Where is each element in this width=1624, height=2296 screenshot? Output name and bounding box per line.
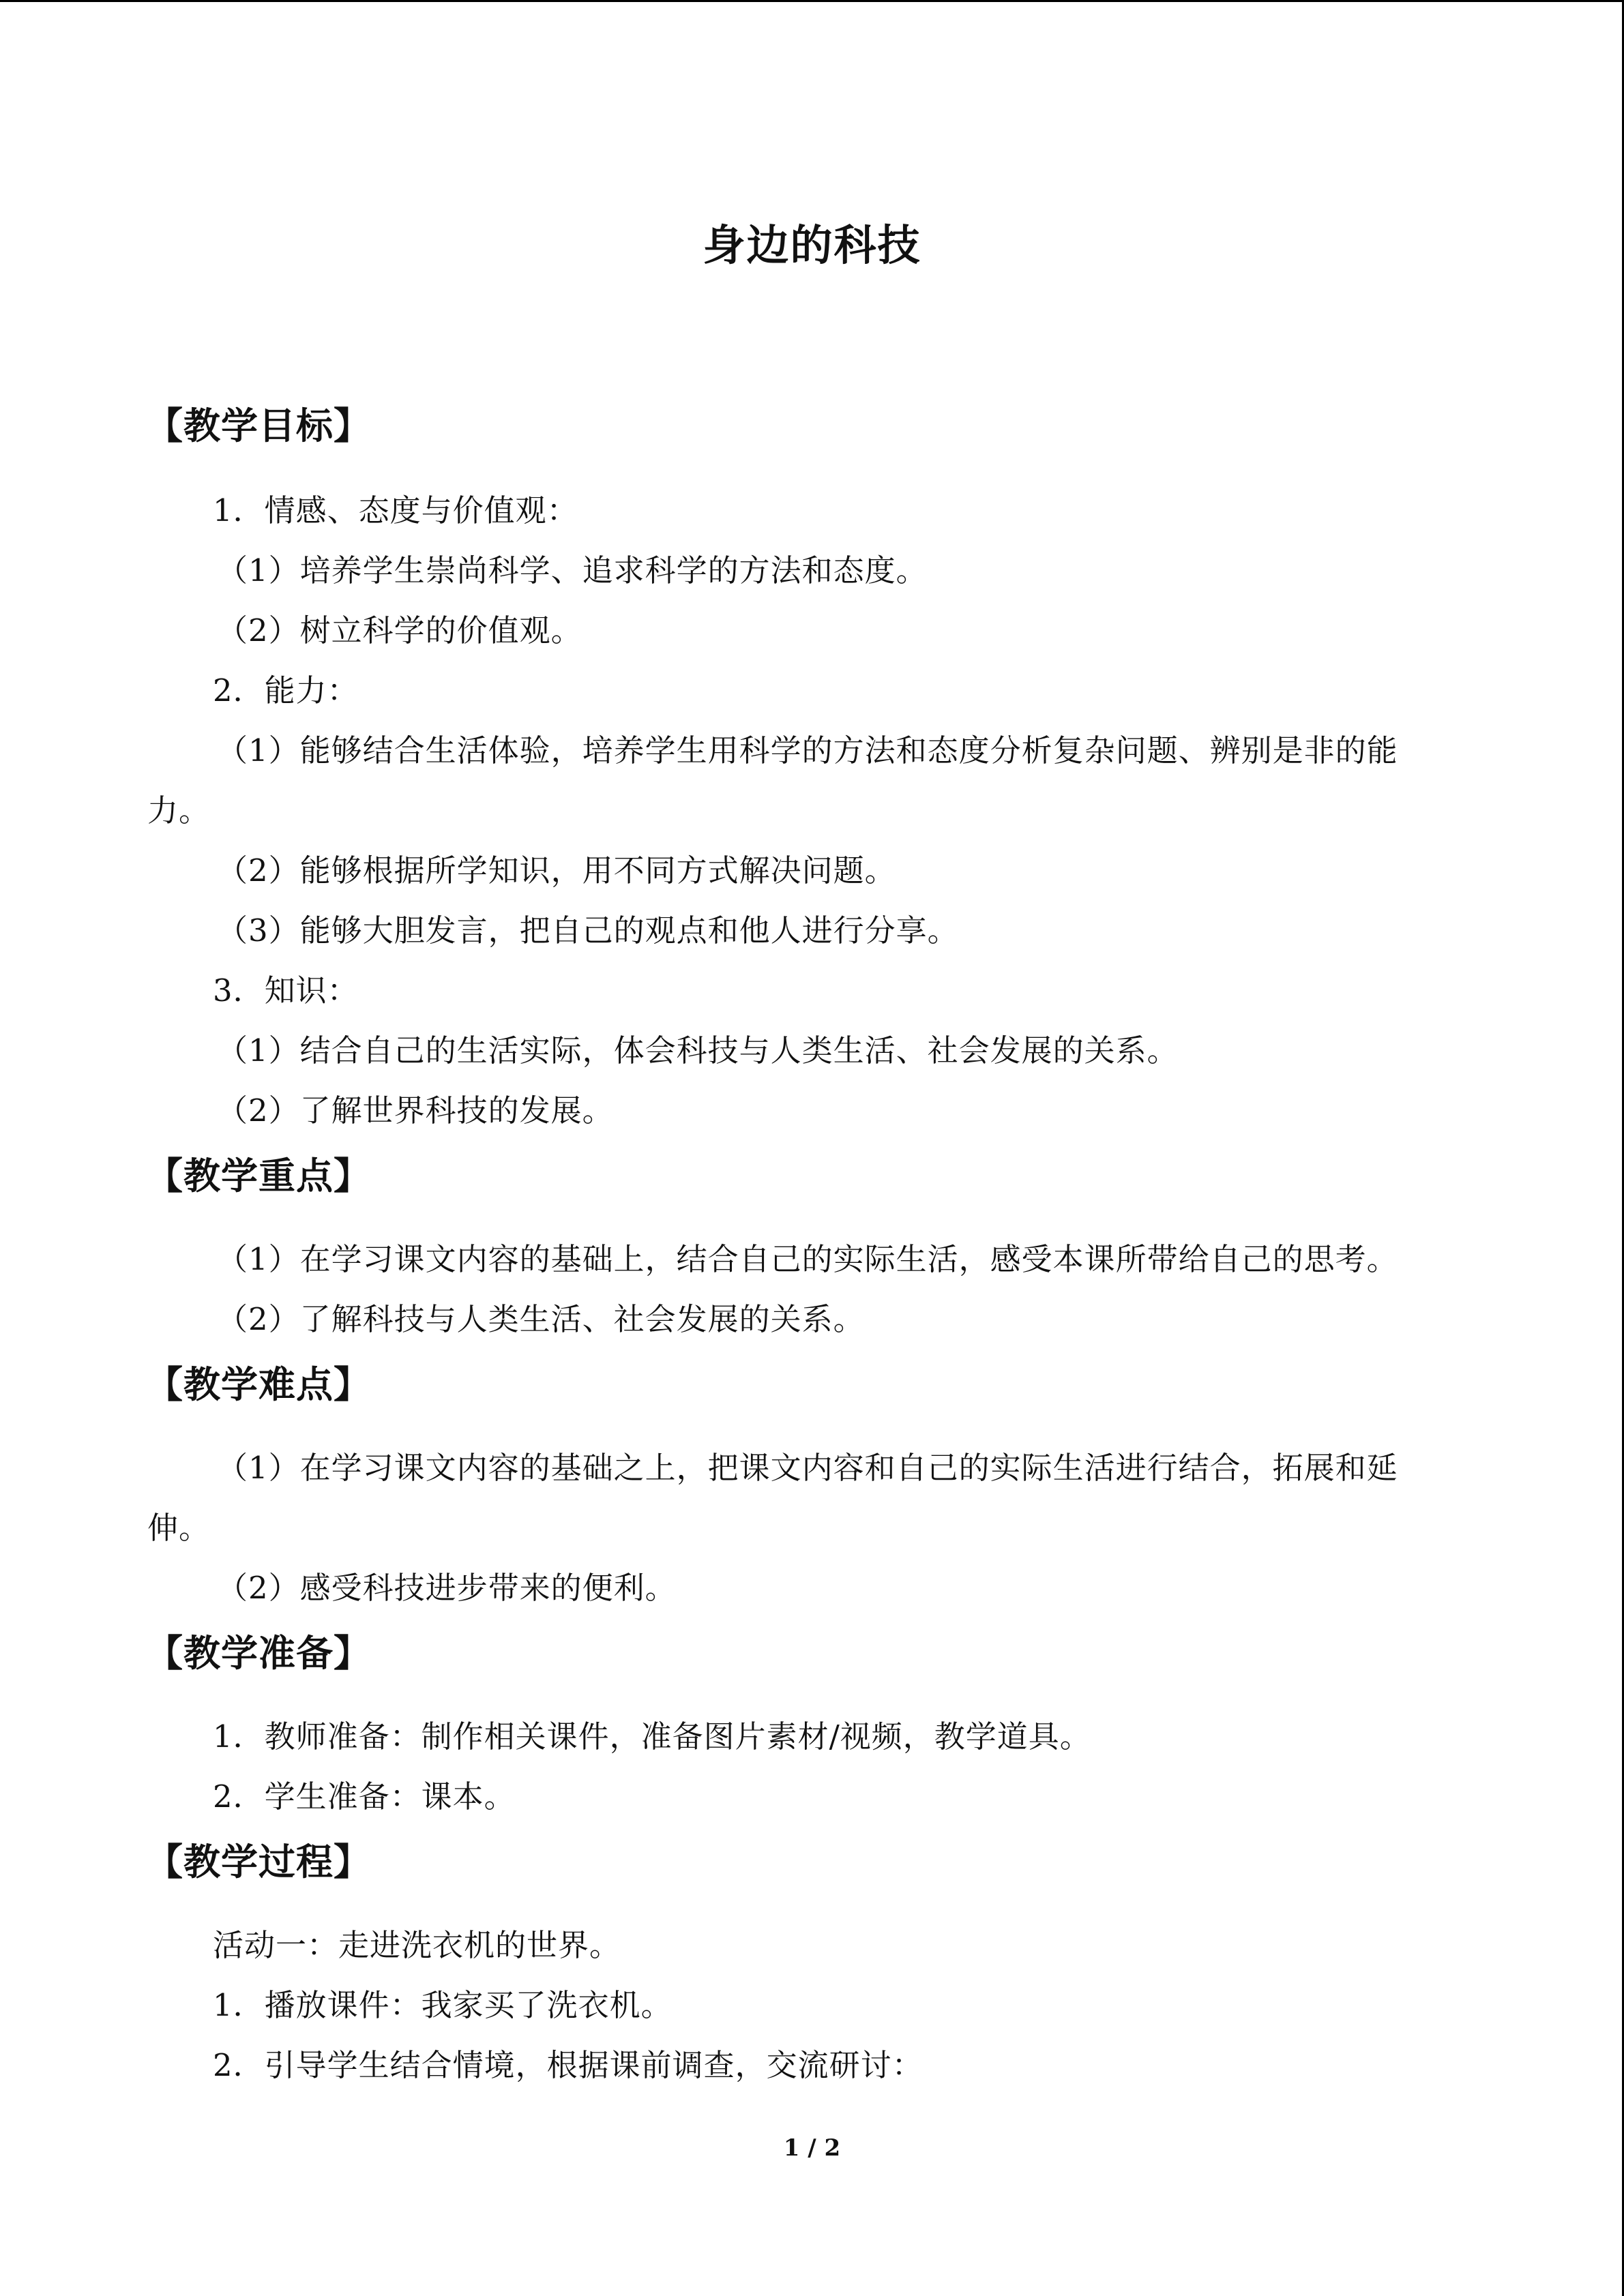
- difficulty-line: （1）在学习课文内容的基础之上，把课文内容和自己的实际生活进行结合，拓展和延: [217, 1450, 1398, 1486]
- document-title: 身边的科技: [703, 220, 921, 270]
- process-line: 活动一：走进洗衣机的世界。: [213, 1927, 621, 1963]
- process-line: 1．播放课件：我家买了洗衣机。: [213, 1987, 673, 2023]
- objective-line: （1）培养学生崇尚科学、追求科学的方法和态度。: [217, 552, 928, 588]
- page-indicator: 1 / 2: [783, 2134, 841, 2162]
- preparation-line: 2．学生准备：课本。: [213, 1778, 516, 1815]
- key-point-line: （2）了解科技与人类生活、社会发展的关系。: [217, 1301, 865, 1337]
- heading-preparation: 【教学准备】: [146, 1631, 371, 1675]
- objective-line: （2）能够根据所学知识，用不同方式解决问题。: [217, 852, 896, 889]
- objective-line: 3．知识：: [213, 972, 359, 1009]
- objective-line: （1）能够结合生活体验，培养学生用科学的方法和态度分析复杂问题、辨别是非的能: [217, 732, 1398, 769]
- objective-line: 1．情感、态度与价值观：: [213, 492, 578, 528]
- objective-line: （2）树立科学的价值观。: [217, 612, 582, 648]
- objective-line: 2．能力：: [213, 672, 359, 709]
- heading-key-points: 【教学重点】: [146, 1154, 371, 1197]
- preparation-line: 1．教师准备：制作相关课件，准备图片素材/视频，教学道具。: [213, 1718, 1091, 1755]
- objective-line: （1）结合自己的生活实际，体会科技与人类生活、社会发展的关系。: [217, 1032, 1179, 1069]
- difficulty-line: （2）感受科技进步带来的便利。: [217, 1570, 677, 1606]
- heading-objectives: 【教学目标】: [146, 404, 371, 447]
- objective-line: （3）能够大胆发言，把自己的观点和他人进行分享。: [217, 912, 959, 949]
- key-point-line: （1）在学习课文内容的基础上，结合自己的实际生活，感受本课所带给自己的思考。: [217, 1241, 1398, 1277]
- page-border-top: [0, 0, 1624, 2]
- heading-process: 【教学过程】: [146, 1840, 371, 1883]
- process-line: 2．引导学生结合情境，根据课前调查，交流研讨：: [213, 2047, 924, 2083]
- objective-line: 力。: [147, 792, 211, 829]
- heading-difficulties: 【教学难点】: [146, 1362, 371, 1406]
- difficulty-line: 伸。: [147, 1510, 211, 1546]
- objective-line: （2）了解世界科技的发展。: [217, 1092, 614, 1129]
